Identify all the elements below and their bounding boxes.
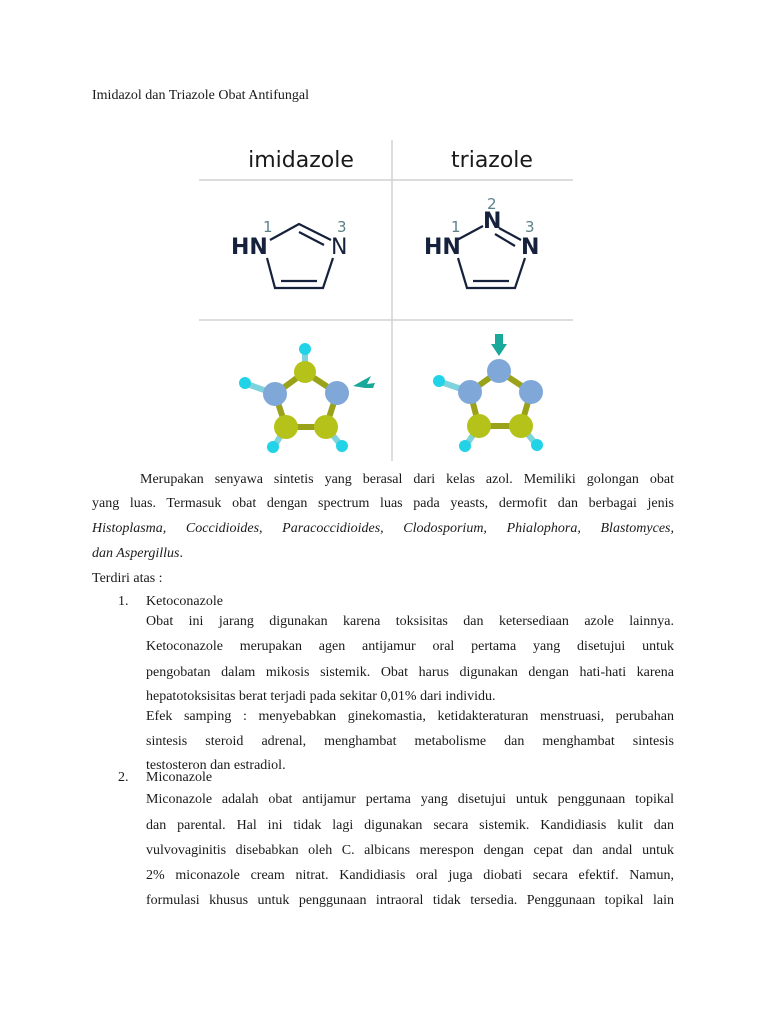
item-number: 2. — [118, 770, 129, 785]
imidazole-structure — [231, 218, 347, 288]
miconazole-line-2: dan parental. Hal ini tidak lagi digunakan secara sistemik. Kandidiasis kulit dan — [146, 818, 674, 833]
triazole-n3-number: 3 — [525, 218, 535, 236]
intro-line-1: Merupakan senyawa sintetis yang berasal dari kelas azol. Memiliki golongan obat — [140, 472, 674, 487]
atom-h — [433, 375, 445, 387]
atom-n1 — [263, 382, 287, 406]
intro-species-line — [92, 517, 674, 541]
triazole-n3-label: N — [521, 235, 540, 260]
atom-c4 — [509, 414, 533, 438]
atom-c4 — [314, 415, 338, 439]
miconazole-line-5: formulasi khusus untuk penggunaan intraoral tidak tersedia. Penggunaan topikal lain — [146, 893, 674, 908]
ketoconazole-line-1: Obat ini jarang digunakan karena toksisitas dan ketersediaan azole lainnya. — [146, 614, 674, 629]
atom-h — [459, 440, 471, 452]
triazole-n1-number: 1 — [451, 218, 461, 236]
item-number: 1. — [118, 594, 129, 609]
triazole-structure — [424, 195, 539, 288]
terdiri-label: Terdiri atas : — [92, 571, 163, 586]
imidazole-n3-label: N — [331, 235, 348, 260]
atom-n1 — [458, 380, 482, 404]
imidazole-hn-label: HN — [231, 235, 268, 260]
triazole-n2-label: N — [483, 209, 502, 234]
triazole-n2-number: 2 — [487, 195, 497, 213]
atom-n3 — [325, 381, 349, 405]
atom-h — [239, 377, 251, 389]
page-title: Imidazol dan Triazole Obat Antifungal — [92, 88, 309, 103]
atom-c5 — [467, 414, 491, 438]
miconazole-line-1: Miconazole adalah obat antijamur pertama yang disetujui untuk penggunaan topikal — [146, 792, 674, 807]
imidazole-n3-number: 3 — [337, 218, 347, 236]
atom-h — [531, 439, 543, 451]
intro-species-end: dan Aspergillus. — [92, 546, 184, 561]
atom-c5 — [274, 415, 298, 439]
miconazole-line-4: 2% miconazole cream nitrat. Kandidiasis oral juga diobati secara efektif. Namun, — [146, 868, 674, 883]
miconazole-line-3: vulvovaginitis disebabkan oleh C. albicans merespon dengan cepat dan andal untuk — [146, 843, 674, 858]
atom-h — [267, 441, 279, 453]
item-title-ketoconazole: Ketoconazole — [146, 594, 223, 609]
ketoconazole-line-2: Ketoconazole merupakan agen antijamur oral pertama yang disetujui untuk — [146, 639, 674, 654]
imidazole-label: imidazole — [248, 148, 354, 173]
ketoconazole-line-4: hepatotoksisitas berat terjadi pada sekitar 0,01% dari individu. — [146, 689, 496, 704]
triazole-ring-bonds — [457, 226, 525, 288]
arrow-icon — [491, 334, 507, 356]
ketoconazole-side-effect-line-3: testosteron dan estradiol. — [146, 758, 286, 773]
ketoconazole-side-effect-line-1: Efek samping : menyebabkan ginekomastia, ketidakteraturan menstruasi, perubahan — [146, 709, 674, 724]
atom-n2 — [487, 359, 511, 383]
atom-c2 — [294, 361, 316, 383]
triazole-label: triazole — [451, 148, 533, 173]
intro-line-2: yang luas. Termasuk obat dengan spectrum luas pada yeasts, dermofit dan berbagai jenis — [92, 496, 674, 511]
arrow-icon — [353, 376, 375, 388]
imidazole-n1-number: 1 — [263, 218, 273, 236]
species-list: Histoplasma, Coccidioides, Paracoccidioides, Clodosporium, Phialophora, Blastomyces, — [92, 521, 674, 536]
triazole-hn-label: HN — [424, 235, 461, 260]
atom-n3 — [519, 380, 543, 404]
ketoconazole-side-effect-line-2: sintesis steroid adrenal, menghambat metabolisme dan menghambat sintesis — [146, 734, 674, 749]
atom-h — [336, 440, 348, 452]
azole-structure-figure — [195, 136, 580, 461]
atom-h — [299, 343, 311, 355]
triazole-atoms — [433, 334, 543, 452]
item-title-miconazole: Miconazole — [146, 770, 213, 785]
ketoconazole-line-3: pengobatan dalam mikosis sistemik. Obat harus digunakan dengan hati-hati karena — [146, 665, 674, 680]
